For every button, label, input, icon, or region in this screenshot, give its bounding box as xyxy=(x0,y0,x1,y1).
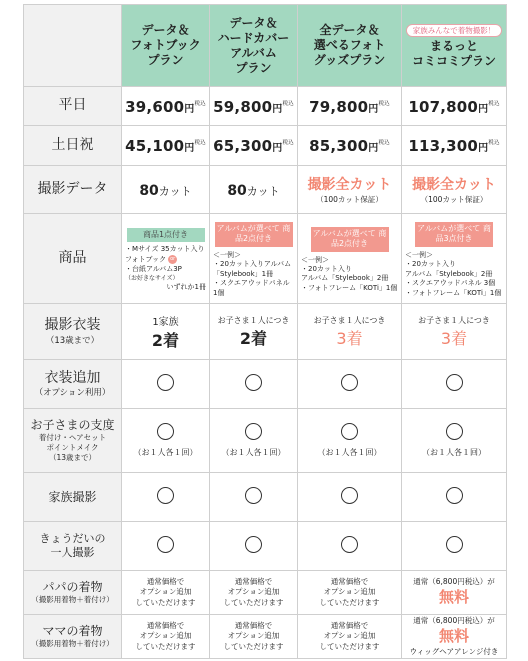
included-cell xyxy=(402,360,507,409)
data-cell: 80カット xyxy=(122,166,210,214)
holiday-label: 土日祝 xyxy=(24,126,122,166)
price-cell: 45,100円$^{税込}$ xyxy=(122,126,210,166)
mama-label: ママの着物 （撮影用着物＋着付け） xyxy=(24,615,122,659)
included-circle-icon xyxy=(341,487,358,504)
included-cell xyxy=(122,522,210,571)
product-count-badge: アルバムが選べて 商品2点付き xyxy=(215,222,293,247)
plan-header-4: 家族みんなで着物撮影！ まるっと コミコミプラン xyxy=(402,5,507,87)
price-cell: 65,300円$^{税込}$ xyxy=(210,126,298,166)
products-cell: 商品1点付き ・Mサイズ 35カット入り フォトブック or ・台紙アルバム3P （お好きなサイズ） いずれか1冊 xyxy=(122,214,210,304)
product-count-badge: アルバムが選べて 商品3点付き xyxy=(415,222,493,247)
costume-cell: お子さま１人につき 2着 xyxy=(210,304,298,360)
costume-cell: 1家族 2着 xyxy=(122,304,210,360)
included-circle-icon xyxy=(157,536,174,553)
option-cell: 通常価格で オプション追加 していただけます xyxy=(298,571,402,615)
included-cell xyxy=(298,473,402,522)
included-cell: （お１人各１回） xyxy=(298,409,402,473)
included-cell xyxy=(298,360,402,409)
option-cell: 通常価格で オプション追加 していただけます xyxy=(122,615,210,659)
included-cell xyxy=(122,360,210,409)
option-cell: 通常価格で オプション追加 していただけます xyxy=(210,571,298,615)
option-cell: 通常価格で オプション追加 していただけます xyxy=(122,571,210,615)
included-circle-icon xyxy=(446,536,463,553)
product-count-badge: 商品1点付き xyxy=(127,228,205,242)
costume-row xyxy=(24,304,507,360)
included-circle-icon xyxy=(341,536,358,553)
costume-add-label: 衣装追加 （オプション利用） xyxy=(24,360,122,409)
price-cell: 113,300円$^{税込}$ xyxy=(402,126,507,166)
costume-cell: お子さま１人につき 3着 xyxy=(402,304,507,360)
included-circle-icon xyxy=(446,374,463,391)
data-cell: 撮影全カット （100カット保証） xyxy=(402,166,507,214)
free-cell: 通常（6,800円税込）が 無料 xyxy=(402,571,507,615)
family-row xyxy=(24,473,507,522)
included-circle-icon xyxy=(245,487,262,504)
included-circle-icon xyxy=(157,487,174,504)
plan-header-2: データ＆ ハードカバー アルバム プラン xyxy=(210,5,298,87)
siblings-label: きょうだいの 一人撮影 xyxy=(24,522,122,571)
siblings-row xyxy=(24,522,507,571)
free-cell: 通常（6,800円税込）が 無料 ウィッグヘアアレンジ付き xyxy=(402,615,507,659)
costume-add-row xyxy=(24,360,507,409)
table-corner xyxy=(24,5,122,87)
holiday-price-row xyxy=(24,126,507,166)
plan-header-row xyxy=(24,5,507,87)
included-cell xyxy=(122,473,210,522)
price-cell: 59,800円$^{税込}$ xyxy=(210,87,298,126)
products-label: 商品 xyxy=(24,214,122,304)
included-cell xyxy=(210,473,298,522)
included-circle-icon xyxy=(446,423,463,440)
included-cell xyxy=(298,522,402,571)
included-cell xyxy=(402,522,507,571)
option-cell: 通常価格で オプション追加 していただけます xyxy=(210,615,298,659)
included-circle-icon xyxy=(157,374,174,391)
mama-row xyxy=(24,615,507,659)
price-cell: 39,600円$^{税込}$ xyxy=(122,87,210,126)
included-cell xyxy=(210,360,298,409)
products-cell: アルバムが選べて 商品2点付き ＜一例＞ ・20カット入りアルバム 「Stylebook」1冊 ・スクエアウッドパネル 1個 xyxy=(210,214,298,304)
costume-cell: お子さま１人につき 3着 xyxy=(298,304,402,360)
plan-header-3: 全データ＆ 選べるフォト グッズプラン xyxy=(298,5,402,87)
included-cell: （お１人各１回） xyxy=(210,409,298,473)
included-cell xyxy=(402,473,507,522)
plan-header-1: データ＆ フォトブック プラン xyxy=(122,5,210,87)
papa-row xyxy=(24,571,507,615)
included-circle-icon xyxy=(341,374,358,391)
included-circle-icon xyxy=(157,423,174,440)
products-row xyxy=(24,214,507,304)
included-circle-icon xyxy=(446,487,463,504)
product-count-badge: アルバムが選べて 商品2点付き xyxy=(311,227,389,252)
included-circle-icon xyxy=(341,423,358,440)
included-cell: （お１人各１回） xyxy=(122,409,210,473)
prep-row xyxy=(24,409,507,473)
included-cell xyxy=(210,522,298,571)
data-row xyxy=(24,166,507,214)
or-icon: or xyxy=(170,255,176,262)
option-cell: 通常価格で オプション追加 していただけます xyxy=(298,615,402,659)
data-cell: 80カット xyxy=(210,166,298,214)
included-cell: （お１人各１回） xyxy=(402,409,507,473)
products-cell: アルバムが選べて 商品2点付き ＜一例＞ ・20カット入り アルバム「Stylebook」2冊 ・フォトフレーム「KOTi」1個 xyxy=(298,214,402,304)
included-circle-icon xyxy=(245,423,262,440)
weekday-label: 平日 xyxy=(24,87,122,126)
data-label: 撮影データ xyxy=(24,166,122,214)
products-cell: アルバムが選べて 商品3点付き ＜一例＞ ・20カット入り アルバム「Stylebook」2冊 ・スクエアウッドパネル 3個 ・フォトフレーム「KOTi」1個 xyxy=(402,214,507,304)
price-cell: 85,300円$^{税込}$ xyxy=(298,126,402,166)
plan-highlight-badge: 家族みんなで着物撮影！ xyxy=(406,24,503,37)
price-cell: 79,800円$^{税込}$ xyxy=(298,87,402,126)
plan-comparison-table xyxy=(23,4,507,659)
family-label: 家族撮影 xyxy=(24,473,122,522)
prep-label: お子さまの支度 着付け・ヘアセット ポイントメイク （13歳まで） xyxy=(24,409,122,473)
weekday-price-row xyxy=(24,87,507,126)
costume-label: 撮影衣装 （13歳まで） xyxy=(24,304,122,360)
data-cell: 撮影全カット （100カット保証） xyxy=(298,166,402,214)
price-cell: 107,800円$^{税込}$ xyxy=(402,87,507,126)
included-circle-icon xyxy=(245,536,262,553)
included-circle-icon xyxy=(245,374,262,391)
papa-label: パパの着物 （撮影用着物＋着付け） xyxy=(24,571,122,615)
